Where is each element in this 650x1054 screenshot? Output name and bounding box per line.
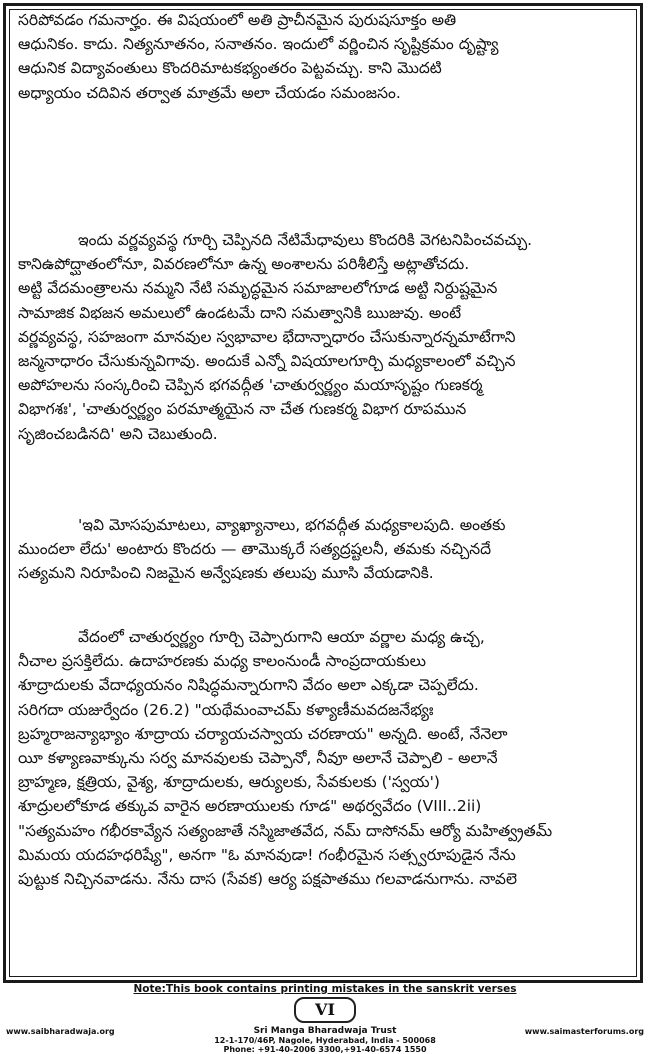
trust-address: 12-1-170/46P, Nagole, Hyderabad, India - 500068 xyxy=(214,1036,436,1045)
text-line: అపోహలను సంస్కరించి చెప్పిన భగవద్గీత 'చాతుర్వర్ణ్యం మయాసృష్టం గుణకర్మ xyxy=(18,376,483,395)
text-line: పుట్టుక నిచ్చినవాడను. నేను దాస (సేవక) ఆర్య పక్షపాతము గలవాడనుగాను. నావలె xyxy=(18,870,517,889)
text-line: జన్మనాధారం చేసుకున్నవిగావు. అందుకే ఎన్నో విషయాలగూర్చి మధ్యకాలంలో వచ్చిన xyxy=(18,352,516,371)
text-line: విభాగశః', 'చాతుర్వర్ణ్యం పరమాత్మయైన నా చేత గుణకర్మ విభాగ రూపమున xyxy=(18,400,467,419)
text-line: అట్టి వేదమంత్రాలను నమ్మని నేటి సమృద్ధమైన సమాజాలలోగూడ అట్టి నిర్దుష్టమైన xyxy=(18,279,498,298)
text-line: బ్రాహ్మణ, క్షత్రియ, వైశ్య, శూద్రాదులకు, ఆర్యులకు, సేవకులకు ('స్వయ') xyxy=(18,773,440,792)
text-line: వేదంలో చాతుర్వర్ణ్యం గూర్చి చెప్పారుగాని ఆయా వర్ణాల మధ్య ఉచ్చ, xyxy=(78,628,485,646)
left-website[interactable]: www.saibharadwaja.org xyxy=(6,1027,115,1036)
page-number: VI xyxy=(294,997,356,1023)
text-line: సత్యమని నిరూపించి నిజమైన అన్వేషణకు తలుపు మూసి వేయడానికి. xyxy=(18,564,434,583)
text-line: ఆధునిక విద్యావంతులు కొందరిమాటకభ్యంతరం పెట్టవచ్చు. కాని మొదటి xyxy=(18,59,442,78)
paragraph-2 xyxy=(18,228,630,446)
trust-phone: Phone: +91-40-2006 3300,+91-40-6574 1550 xyxy=(223,1045,427,1054)
paragraph-4 xyxy=(18,625,630,891)
text-line: నీచాల ప్రసక్తిలేదు. ఉదాహరణకు మధ్య కాలంనుండీ సాంప్రదాయకులు xyxy=(18,652,427,671)
text-line: ముందలా లేదు' అంటారు కొందరు — తామొక్కరే సత్యద్రష్టలనీ, తమకు నచ్చినదే xyxy=(18,540,492,559)
right-website[interactable]: www.saimasterforums.org xyxy=(524,1027,644,1036)
paragraph-1 xyxy=(18,8,630,105)
text-line: 'ఇవి మోసపుమాటలు, వ్యాఖ్యానాలు, భగవద్గీత మధ్యకాలపుది. అంతకు xyxy=(78,516,506,534)
text-line: వర్ణవ్యవస్థ, సహజంగా మానవుల స్వభావాల భేదాన్నాధారం చేసుకున్నారన్నమాటేగాని xyxy=(18,327,516,346)
paragraph-3 xyxy=(18,513,630,586)
text-line: "సత్యమహం గభీరకావ్యేన సత్యంజాతే నస్మిజాతవేద, నమ్ దాసోనమ్ ఆర్యో మహిత్వ్రతమ్ xyxy=(18,821,553,840)
text-line: సరిపోవడం గమనార్హం. ఈ విషయంలో అతి ప్రాచీనమైన పురుషసూక్తం అతి xyxy=(18,11,457,29)
text-line: శూద్రులలోకూడ తక్కువ వారైన అరణాయులకు గూడ" అథర్వవేదం (VIII..2ii) xyxy=(18,797,482,816)
text-line: యీ కళ్యాణవాక్కును సర్వ మానవులకు చెప్పానో, నీవూ అలానే చెప్పాలి - అలానే xyxy=(18,749,498,768)
text-line: కానిఉపోద్ఘాతంలోనూ, వివరణలోనూ ఉన్న అంశాలను పరిశీలిస్తే అట్లాతోచదు. xyxy=(18,255,470,274)
text-line: అధ్యాయం చదివిన తర్వాత మాత్రమే అలా చేయడం సమంజసం. xyxy=(18,83,401,102)
text-line: మిమయ యదహధరిష్యే", అనగా "ఓ మానవుడా! గంభీరమైన సత్స్వరూపుడైన నేను xyxy=(18,845,516,864)
printing-note: Note:This book contains printing mistakes in the sanskrit verses xyxy=(133,983,517,995)
text-line: ఆధునికం. కాదు. నిత్యనూతనం, సనాతనం. ఇందులో వర్ణించిన సృష్టిక్రమం దృష్ట్యా xyxy=(18,35,499,54)
trust-name: Sri Manga Bharadwaja Trust xyxy=(253,1026,397,1036)
text-line: సరిగదా యజుర్వేదం (26.2) "యథేమంవాచమ్ కళ్యాణీమవదజనేభ్యః xyxy=(18,700,434,719)
text-line: సృజించబడినది' అని చెబుతుంది. xyxy=(18,424,218,443)
text-line: శూద్రాదులకు వేదాధ్యయనం నిషిద్ధమన్నారుగాని వేదం అలా ఎక్కడా చెప్పలేదు. xyxy=(18,676,479,695)
text-line: సామాజిక విభజన అమలులో ఉండటమే దాని సమత్వానికి ఋజువు. అంటే xyxy=(18,303,462,322)
text-line: బ్రహ్మరాజన్యాభ్యాం శూద్రాయ చర్యాయచస్వాయ చరణాయ" అన్నది. అంటే, నేనెలా xyxy=(18,724,508,743)
text-line: ఇందు వర్ణవ్యవస్థ గూర్చి చెప్పినది నేటిమేధావులు కొందరికి వెగటనిపించవచ్చు. xyxy=(78,231,533,249)
